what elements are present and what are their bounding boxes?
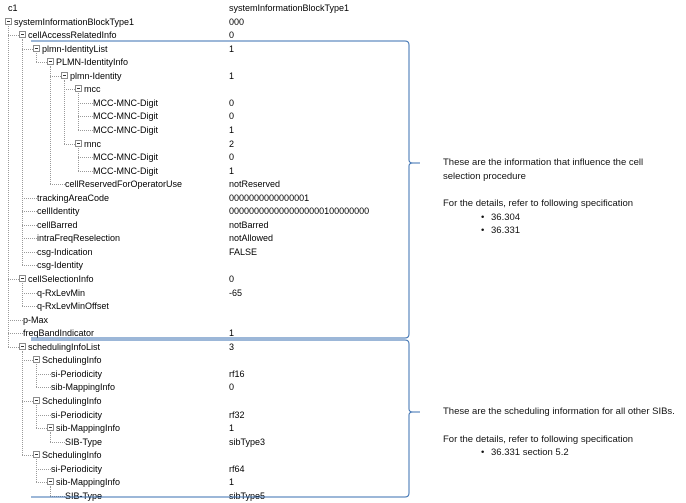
tree-field-name: p-Max <box>23 314 49 325</box>
tree-field-name: systemInformationBlockType1 <box>14 16 135 27</box>
tree-field-value: 0 <box>229 30 235 41</box>
tree-field-name: MCC-MNC-Digit <box>93 165 158 176</box>
tree-field-name: plmn-IdentityList <box>42 43 108 54</box>
tree-field-value: 1 <box>229 43 235 54</box>
tree-field-name: SIB-Type <box>65 490 103 501</box>
tree-field-value: sibType5 <box>229 490 266 501</box>
tree-field-value: rf64 <box>229 463 245 474</box>
spec-item: • 36.331 <box>443 224 683 238</box>
tree-field-value: sibType3 <box>229 436 266 447</box>
tree-field-value: 1 <box>229 70 235 81</box>
tree-field-name: SchedulingInfo <box>42 450 102 461</box>
tree-field-value: 1 <box>229 165 235 176</box>
tree-field-value: 1 <box>229 477 235 488</box>
tree-field-name: MCC-MNC-Digit <box>93 124 158 135</box>
tree-field-value: FALSE <box>229 246 258 257</box>
tree-field-value: 0 <box>229 382 235 393</box>
tree-field-name: sib-MappingInfo <box>56 477 121 488</box>
tree-field-name: cellBarred <box>37 219 78 230</box>
tree-field-name: MCC-MNC-Digit <box>93 97 158 108</box>
tree-field-value: rf16 <box>229 368 245 379</box>
cell-access-note-text: These are the information that influence the cell selection procedure <box>443 157 644 182</box>
tree-field-name: si-Periodicity <box>51 409 103 420</box>
tree-field-name: cellSelectionInfo <box>28 274 94 284</box>
tree-field-name: c1 <box>8 3 18 13</box>
scheduling-spec-list <box>443 446 683 460</box>
tree-field-name: mcc <box>84 84 101 95</box>
tree-field-value: 0000000000000000000100000000 <box>229 206 370 217</box>
tree-field-value: 1 <box>229 328 235 339</box>
cell-access-bracket <box>31 41 420 338</box>
tree-field-name: mnc <box>84 138 102 149</box>
tree-field-name: SchedulingInfo <box>42 355 102 366</box>
tree-field-value: 0 <box>229 111 235 122</box>
tree-field-name: cellAccessRelatedInfo <box>28 30 117 41</box>
cell-access-spec-intro: For the details, refer to following specification <box>443 198 634 210</box>
tree-field-name: intraFreqReselection <box>37 233 121 244</box>
tree-field-value: 3 <box>229 341 235 352</box>
tree-field-value: 1 <box>229 124 235 135</box>
tree-field-value: notAllowed <box>229 233 274 244</box>
tree-field-name: SchedulingInfo <box>42 395 102 406</box>
tree-field-name: trackingAreaCode <box>37 192 110 203</box>
cell-access-spec-list <box>443 211 683 238</box>
tree-field-name: SIB-Type <box>65 436 103 447</box>
scheduling-note-text: These are the scheduling information for all other SIBs. <box>443 406 675 417</box>
tree-field-name: csg-Identity <box>37 260 84 271</box>
tree-field-name: cellIdentity <box>37 206 80 217</box>
tree-field-value: 0 <box>229 152 235 163</box>
tree-field-value: rf32 <box>229 409 245 420</box>
tree-field-value: 0000000000000001 <box>229 192 310 203</box>
spec-item: • 36.304 <box>443 211 683 225</box>
tree-field-value: 2 <box>229 138 235 149</box>
tree-field-value: notReserved <box>229 179 281 190</box>
tree-field-name: PLMN-IdentityInfo <box>56 57 129 68</box>
tree-field-name: freqBandIndicator <box>23 328 95 339</box>
tree-field-name: q-RxLevMinOffset <box>37 301 109 312</box>
cell-access-note <box>443 156 683 238</box>
tree-field-name: schedulingInfoList <box>28 341 101 352</box>
tree-field-value: 1 <box>229 423 235 434</box>
scheduling-note <box>443 405 683 460</box>
tree-field-name: sib-MappingInfo <box>56 423 121 434</box>
tree-field-name: plmn-Identity <box>70 70 122 81</box>
tree-field-value: 0 <box>229 274 235 284</box>
tree-field-name: si-Periodicity <box>51 463 103 474</box>
scheduling-bracket <box>31 340 420 497</box>
tree-field-value: notBarred <box>229 219 269 230</box>
tree-field-value: -65 <box>229 287 243 298</box>
tree-field-value: 0 <box>229 97 235 108</box>
tree-field-name: cellReservedForOperatorUse <box>65 179 183 190</box>
tree-field-name: sib-MappingInfo <box>51 382 116 393</box>
tree-field-name: csg-Indication <box>37 246 93 257</box>
tree-field-name: MCC-MNC-Digit <box>93 111 158 122</box>
tree-field-name: MCC-MNC-Digit <box>93 152 158 163</box>
tree-field-name: q-RxLevMin <box>37 287 86 298</box>
scheduling-spec-intro: For the details, refer to following specification <box>443 433 634 445</box>
spec-item: • 36.331 section 5.2 <box>443 446 683 460</box>
tree-field-value: systemInformationBlockType1 <box>229 3 350 13</box>
tree-field-value: 000 <box>229 16 245 27</box>
tree-field-name: si-Periodicity <box>51 368 103 379</box>
